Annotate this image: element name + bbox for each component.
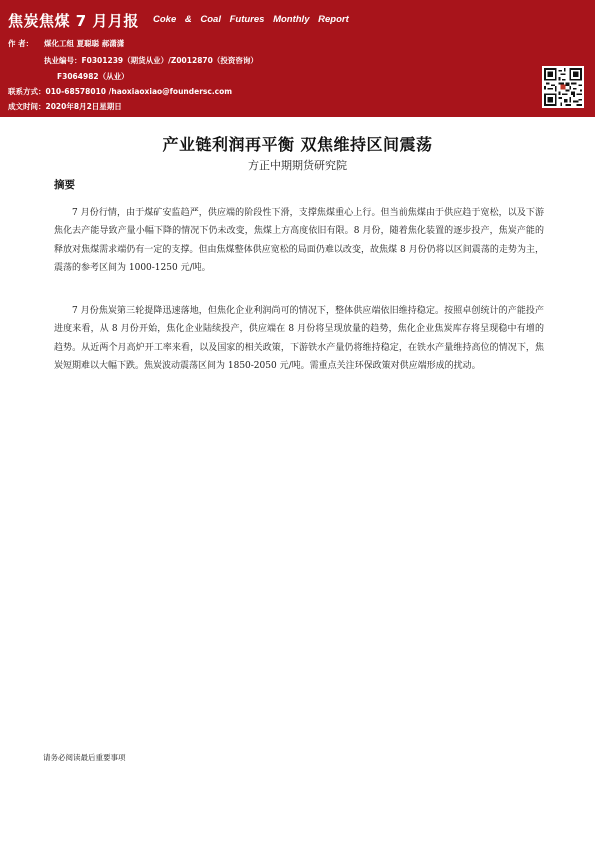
report-title: 产业链利润再平衡 双焦维持区间震荡 (162, 135, 433, 154)
license-line: 执业编号：F0301239（期货从业）/Z0012870（投资咨询） (44, 56, 258, 65)
author-label: 作 者： (8, 39, 34, 48)
contact-value: 010-68578010 /haoxiaoxiao@foundersc.com (45, 87, 233, 96)
contact-line (8, 86, 232, 97)
report-english-name: Coke & Coal Futures Monthly Report (153, 14, 349, 25)
author-line (8, 38, 124, 49)
abstract-heading: 摘要 (54, 179, 75, 191)
qr-code-icon (542, 66, 584, 108)
date-label: 成文时间： (8, 102, 46, 111)
license-line-2: F3064982（从业） (57, 72, 129, 81)
footer-disclaimer-note: 请务必阅读最后重要事项 (43, 753, 126, 762)
date-value: 2020年8月2日星期日 (45, 102, 122, 111)
abstract-paragraph-1: 7 月份行情，由于煤矿安监趋严，供应端的阶段性下滑，支撑焦煤重心上行。但当前焦煤由于供应趋于宽松，以及下游焦化去产能导致产量小幅下降的情况下仍未改变，焦煤上方高度依旧有限。8 月份，随着焦化装置的逐步投产，焦炭产能的释放对焦煤需求端仍有一定的支撑。但由焦煤整体供应宽松的局面仍难以改变，故焦煤 8 月份仍将以区间震荡的走势为主，震荡的参考区间为 1000-1250 元/吨。 (54, 208, 544, 274)
abstract-paragraph-2: 7 月份焦炭第三轮提降迅速落地，但焦化企业利润尚可的情况下，整体供应端依旧维持稳定。按照卓创统计的产能投产进度来看，从 8 月份开始，焦化企业陆续投产，供应端在 8 月份将呈现放量的趋势，焦化企业焦炭库存将呈现稳中有增的趋势。从近两个月高炉开工率来看，以及国家的相关政策，下游铁水产量仍将维持稳定，在铁水产量维持高位的情况下，焦炭短期难以大幅下跌。焦炭波动震荡区间为 1850-2050 元/吨。需重点关注环保政策对供应端形成的扰动。 (54, 306, 544, 372)
report-subtitle: 方正中期期货研究院 (248, 159, 347, 172)
report-header (0, 0, 595, 117)
contact-label: 联系方式： (8, 87, 46, 96)
report-name: 焦炭焦煤 7 月月报 (8, 12, 139, 30)
date-line (8, 101, 122, 112)
author-names: 煤化工组 夏聪聪 郝潇潇 (44, 39, 125, 48)
